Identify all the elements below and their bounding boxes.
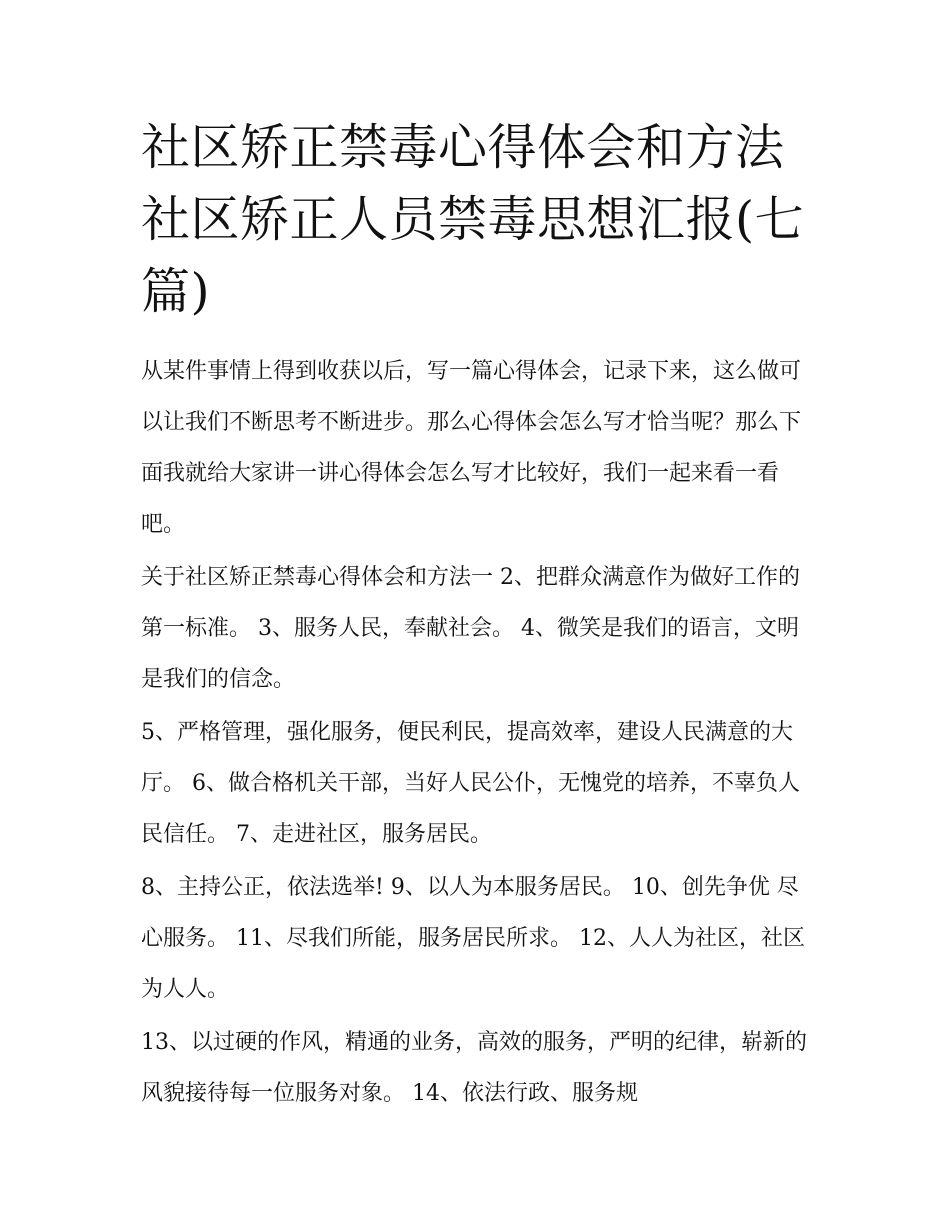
paragraph-slogans-2: 5、严格管理，强化服务，便民利民，提高效率，建设人民满意的大厅。 6、做合格机关干部，当好人民公仆，无愧党的培养，不辜负人民信任。 7、走进社区，服务居民。: [141, 720, 800, 847]
paragraph-slogans-1: 关于社区矫正禁毒心得体会和方法一 2、把群众满意作为做好工作的第一标准。 3、服务人民，奉献社会。 4、微笑是我们的语言，文明是我们的信念。: [141, 565, 800, 692]
document-title: 社区矫正禁毒心得体会和方法社区矫正人员禁毒思想汇报(七篇): [141, 119, 805, 320]
paragraph-intro: 从某件事情上得到收获以后，写一篇心得体会，记录下来，这么做可以让我们不断思考不断进步。那么心得体会怎么写才恰当呢？那么下面我就给大家讲一讲心得体会怎么写才比较好，我们一起来看一看吧。: [141, 359, 802, 537]
paragraph-slogans-3: 8、主持公正，依法选举! 9、以人为本服务居民。 10、创先争优 尽心服务。 11、尽我们所能，服务居民所求。 12、人人为社区，社区为人人。: [141, 875, 805, 1002]
document-body: [141, 112, 813, 1121]
paragraph-slogans-4: 13、以过硬的作风，精通的业务，高效的服务，严明的纪律，崭新的风貌接待每一位服务对象。 14、依法行政、服务规: [141, 1030, 807, 1106]
